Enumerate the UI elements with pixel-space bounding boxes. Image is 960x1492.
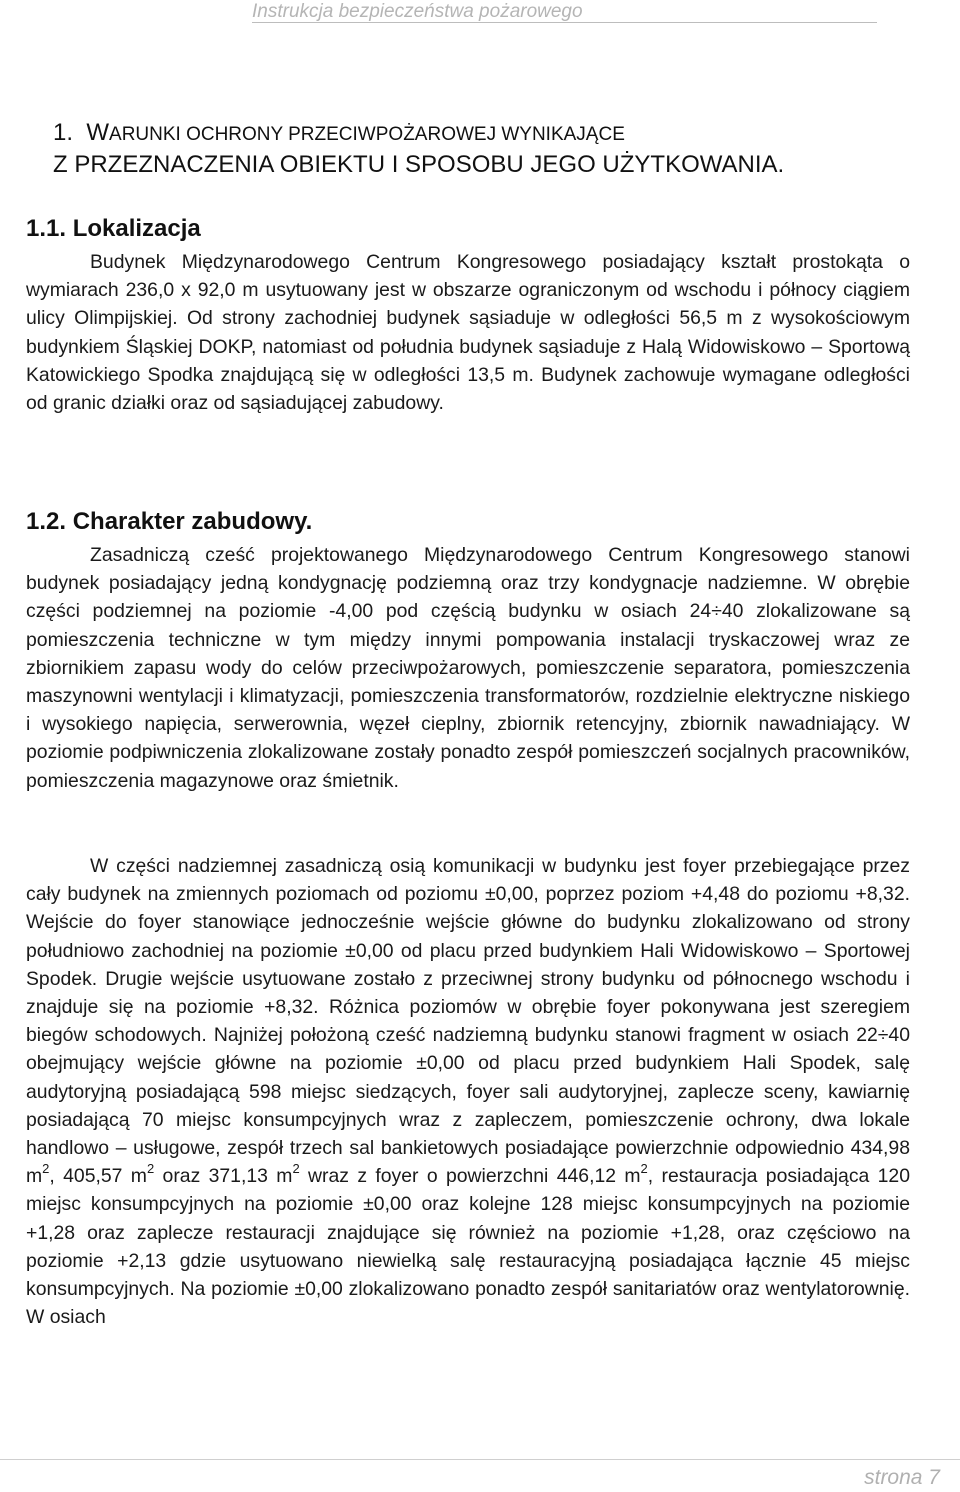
section-title-rest: ARUNKI OCHRONY PRZECIWPOŻAROWEJ WYNIKAJĄCE	[109, 124, 625, 145]
paragraph-text: , 405,57 m	[49, 1165, 147, 1188]
section-number: 1.	[53, 119, 74, 146]
section-heading	[53, 118, 913, 180]
section-title-initial: W	[86, 119, 110, 146]
running-header: Instrukcja bezpieczeństwa pożarowego	[252, 1, 583, 22]
paragraph-text: W części nadziemnej zasadniczą osią komunikacji w budynku jest foyer przebiegające przez cały budynek na zmiennych poziomach od poziomu ±0,00, poprzez poziom +4,48 do poziomu +8,32. Wejście do foyer stanowiące jednocześnie wejście główne do budynku zlokalizowano od strony południowo zachodniej na poziomie ±0,00 od placu przed budynkiem Hali Widowiskowo – Sportowej Spodek. Drugie wejście usytuowane zostało z przeciwnej strony budynku od północnego wschodu i znajduje się na poziomie +8,32. Różnica poziomów w obrębie foyer pokonywana jest szeregiem biegów schodowych. Najniżej położoną cześć nadziemną budynku stanowi fragment w osiach 22÷40 obejmujący wejście główne na poziomie ±0,00 od placu przed budynkiem Hali Spodek, salę audytoryjną posiadającą 598 miejsc siedzących, foyer sali audytoryjnej, zaplecze sceny, kawiarnię posiadającą 70 miejsc konsumpcyjnych wraz z zapleczem, pomieszczenie ochrony, dwa lokale handlowo – usługowe, zespół trzech sal bankietowych posiadające powierzchnie odpowiednio 434,98 m	[26, 855, 910, 1188]
subsection-heading-lokalizacja: 1.1. Lokalizacja	[26, 215, 201, 242]
paragraph-text: oraz 371,13 m	[154, 1165, 293, 1188]
paragraph-charakter-1	[26, 541, 910, 795]
page-number: strona 7	[864, 1466, 940, 1489]
superscript: 2	[640, 1160, 648, 1176]
paragraph-text: Budynek Międzynarodowego Centrum Kongresowego posiadający kształt prostokąta o wymiarach 236,0 x 92,0 m usytuowany jest w obszarze ograniczonym od wschodu i północy ciągiem ulicy Olimpijskiej. Od strony zachodniej budynek sąsiaduje w odległości 56,5 m z wysokościowym budynkiem Śląskiej DOKP, natomiast od południa budynek sąsiaduje z Halą Widowiskowo – Sportową Katowickiego Spodka znajdującą się w odległości 13,5 m. Budynek zachowuje wymagane odległości od granic działki oraz od sąsiadującej zabudowy.	[26, 251, 910, 415]
section-heading-line1	[53, 118, 913, 150]
paragraph-text: Zasadniczą cześć projektowanego Międzynarodowego Centrum Kongresowego stanowi budynek posiadający jedną kondygnację podziemną oraz trzy kondygnacje nadziemne. W obrębie części podziemnej na poziomie -4,00 pod częścią budynku w osiach 24÷40 zlokalizowane są pomieszczenia techniczne w tym między innymi pompowania instalacji tryskaczowej wraz ze zbiornikiem zapasu wody do celów przeciwpożarowych, pomieszczenie separatora, pomieszczenia maszynowni wentylacji i klimatyzacji, pomieszczenia transformatorów, rozdzielnie elektryczne niskiego i wysokiego napięcia, serwerownia, węzeł cieplny, zbiornik retencyjny, zbiornik nawadniający. W poziomie podpiwniczenia zlokalizowane zostały ponadto zespół pomieszczeń socjalnych pracowników, pomieszczenia magazynowe oraz śmietnik.	[26, 544, 910, 792]
header-divider	[252, 22, 877, 23]
footer-divider	[0, 1459, 960, 1460]
superscript: 2	[292, 1160, 300, 1176]
paragraph-lokalizacja	[26, 248, 910, 417]
subsection-heading-charakter: 1.2. Charakter zabudowy.	[26, 508, 313, 535]
paragraph-charakter-2	[26, 852, 910, 1331]
section-heading-line2: Z PRZEZNACZENIA OBIEKTU I SPOSOBU JEGO UŻYTKOWANIA.	[53, 151, 785, 178]
superscript: 2	[42, 1160, 50, 1176]
paragraph-text: wraz z foyer o powierzchni 446,12 m	[299, 1165, 641, 1188]
paragraph-text: , restauracja posiadająca 120 miejsc konsumpcyjnych na poziomie ±0,00 oraz kolejne 128 miejsc konsumpcyjnych na poziomie +1,28 oraz zaplecze restauracji znajdujące się również na poziomie +1,28, oraz częściowo na poziomie +2,13 gdzie usytuowano niewielką salę restauracyjną posiadająca łącznie 45 miejsc konsumpcyjnych. Na poziomie ±0,00 zlokalizowano ponadto zespół sanitariatów oraz wentylatorownię. W osiach	[26, 1165, 911, 1329]
superscript: 2	[146, 1160, 155, 1176]
